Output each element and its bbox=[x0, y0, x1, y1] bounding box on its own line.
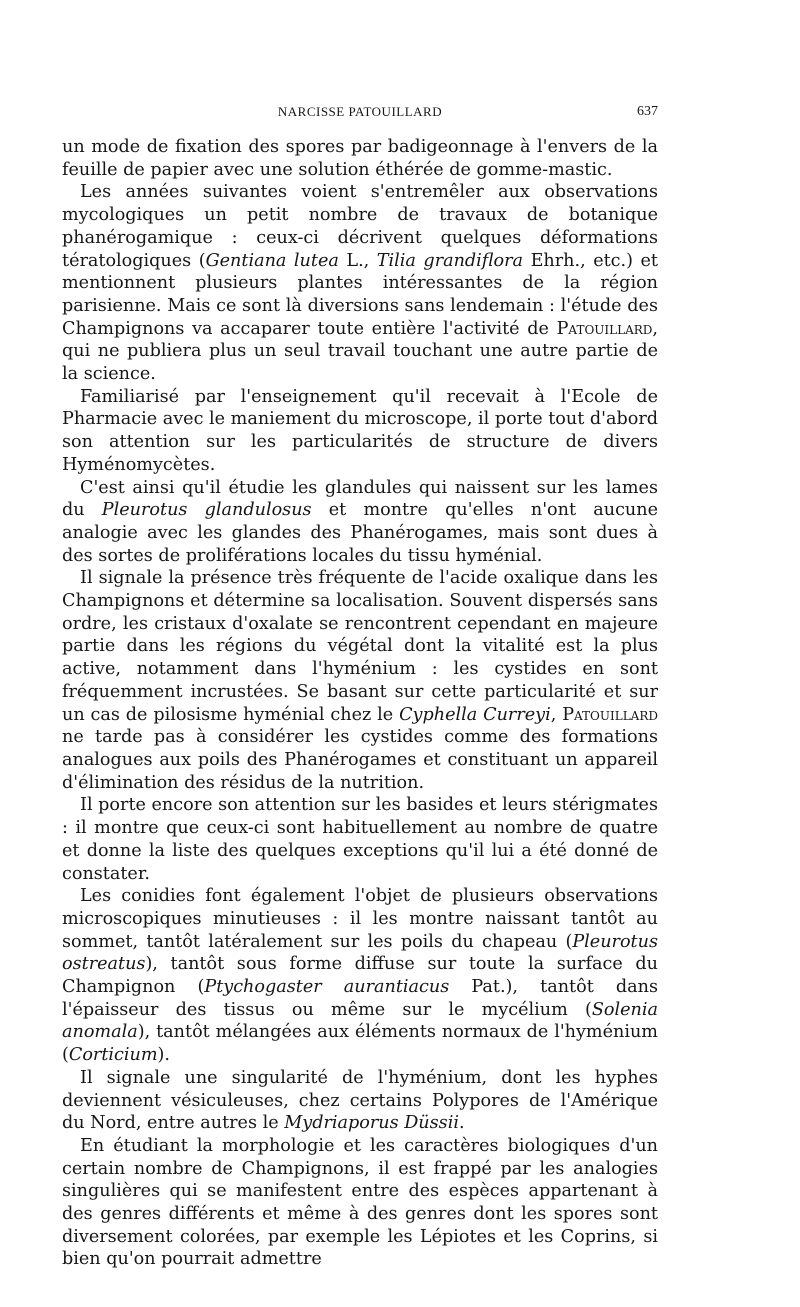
text-run: ), tantôt mélangées aux éléments normaux de l'hyménium ( bbox=[62, 1022, 658, 1066]
italic-term: Cyphella Curreyi bbox=[399, 704, 551, 725]
paragraph bbox=[62, 1135, 658, 1271]
body-text bbox=[62, 136, 658, 1271]
paragraph bbox=[62, 567, 658, 794]
text-run: Les conidies font également l'objet de plusieurs observations microscopiques minutieuses : il les montre naissant tantôt au sommet, tantôt latéralement sur les poils du chapeau ( bbox=[62, 886, 658, 952]
author-name: Patouillard bbox=[556, 318, 653, 339]
italic-term: Mydriaporus Düssii bbox=[284, 1113, 459, 1134]
text-run: L., bbox=[338, 250, 377, 271]
text-run: , qui ne publiera plus un seul travail touchant une autre partie de la science. bbox=[62, 318, 658, 385]
paragraph bbox=[62, 885, 658, 1067]
text-run: En étudiant la morphologie et les caractères biologiques d'un certain nombre de Champignons, il est frappé par les analogies singulières qui se manifestent entre des espèces appartenant à des genres différents et même à des genres dont les spores sont diversement colorées, par exemple les Lépiotes et les Coprins, si bien qu'on pourrait admettre bbox=[62, 1135, 658, 1270]
text-run: Pat.), tantôt dans l'épaisseur des tissus ou même sur le mycélium ( bbox=[62, 977, 658, 1020]
paragraph bbox=[62, 1067, 658, 1135]
running-head bbox=[62, 104, 658, 124]
italic-term: Pleurotus ostreatus bbox=[62, 931, 658, 975]
paragraph bbox=[62, 136, 658, 181]
text-run: Il porte encore son attention sur les basides et leurs stérigmates : il montre que ceux-ci sont habituellement au nombre de quatre et donne la liste des quelques exceptions qu'il lui a été donné de constater. bbox=[62, 795, 658, 884]
paragraph bbox=[62, 386, 658, 477]
italic-term: Corticium bbox=[68, 1045, 158, 1066]
text-run: et montre qu'elles n'ont aucune analogie avec les glandes des Phanérogames, mais sont dues à des sortes de proliférations locales du tissu hyménial. bbox=[62, 500, 658, 566]
paragraph bbox=[62, 181, 658, 385]
text-run: C'est ainsi qu'il étudie les glandules qui naissent sur les lames du bbox=[62, 477, 658, 521]
page-number: 637 bbox=[637, 104, 658, 119]
paragraph bbox=[62, 477, 658, 568]
running-title: NARCISSE PATOUILLARD bbox=[277, 104, 443, 119]
text-run: ). bbox=[157, 1045, 170, 1066]
text-run: Familiarisé par l'enseignement qu'il recevait à l'Ecole de Pharmacie avec le maniement du microscope, il porte tout d'abord son attention sur les particularités de structure de divers Hyménomycètes. bbox=[62, 386, 658, 475]
italic-term: Pleurotus glandulosus bbox=[101, 500, 312, 521]
text-run: Il signale la présence très fréquente de l'acide oxalique dans les Champignons et détermine sa localisation. Souvent dispersés sans ordre, les cristaux d'oxalate se rencontrent cependant en majeure partie dans les régions du végétal dont la vitalité est la plus active, notamment dans l'hyménium : les cystides en sont fréquemment incrustées. Se basant sur cette particularité et sur un cas de pilosisme hyménial chez le bbox=[62, 568, 658, 725]
text-run: Les années suivantes voient s'entremêler aux observations mycologiques un petit nombre de travaux de botanique phanérogamique : ceux-ci décrivent quelques déformations tératologiques ( bbox=[62, 182, 658, 271]
author-name: Patouillard bbox=[562, 704, 659, 725]
text-run: Ehrh., etc.) et mentionnent plusieurs plantes intéressantes de la région parisienne. Mais ce sont là diversions sans lendemain : l'étude des Champignons va accaparer toute entière l'activité de bbox=[62, 250, 659, 339]
text-run: , bbox=[550, 704, 563, 725]
italic-term: Gentiana lutea bbox=[205, 250, 339, 271]
italic-term: Tilia grandiflora bbox=[376, 250, 524, 271]
text-run: ne tarde pas à considérer les cystides comme des formations analogues aux poils des Phanérogames et constituant un appareil d'élimination des résidus de la nutrition. bbox=[62, 727, 658, 793]
text-run: un mode de fixation des spores par badigeonnage à l'envers de la feuille de papier avec une solution éthérée de gomme-mastic. bbox=[62, 137, 658, 180]
text-run: . bbox=[458, 1113, 465, 1134]
italic-term: Solenia anomala bbox=[62, 999, 658, 1043]
text-run: Il signale une singularité de l'hyménium, dont les hyphes deviennent vésiculeuses, chez certains Polypores de l'Amérique du Nord, entre autres le bbox=[62, 1067, 658, 1134]
italic-term: Ptychogaster aurantiacus bbox=[204, 977, 450, 998]
paragraph bbox=[62, 794, 658, 885]
text-run: ), tantôt sous forme diffuse sur toute la surface du Champignon ( bbox=[62, 954, 658, 998]
